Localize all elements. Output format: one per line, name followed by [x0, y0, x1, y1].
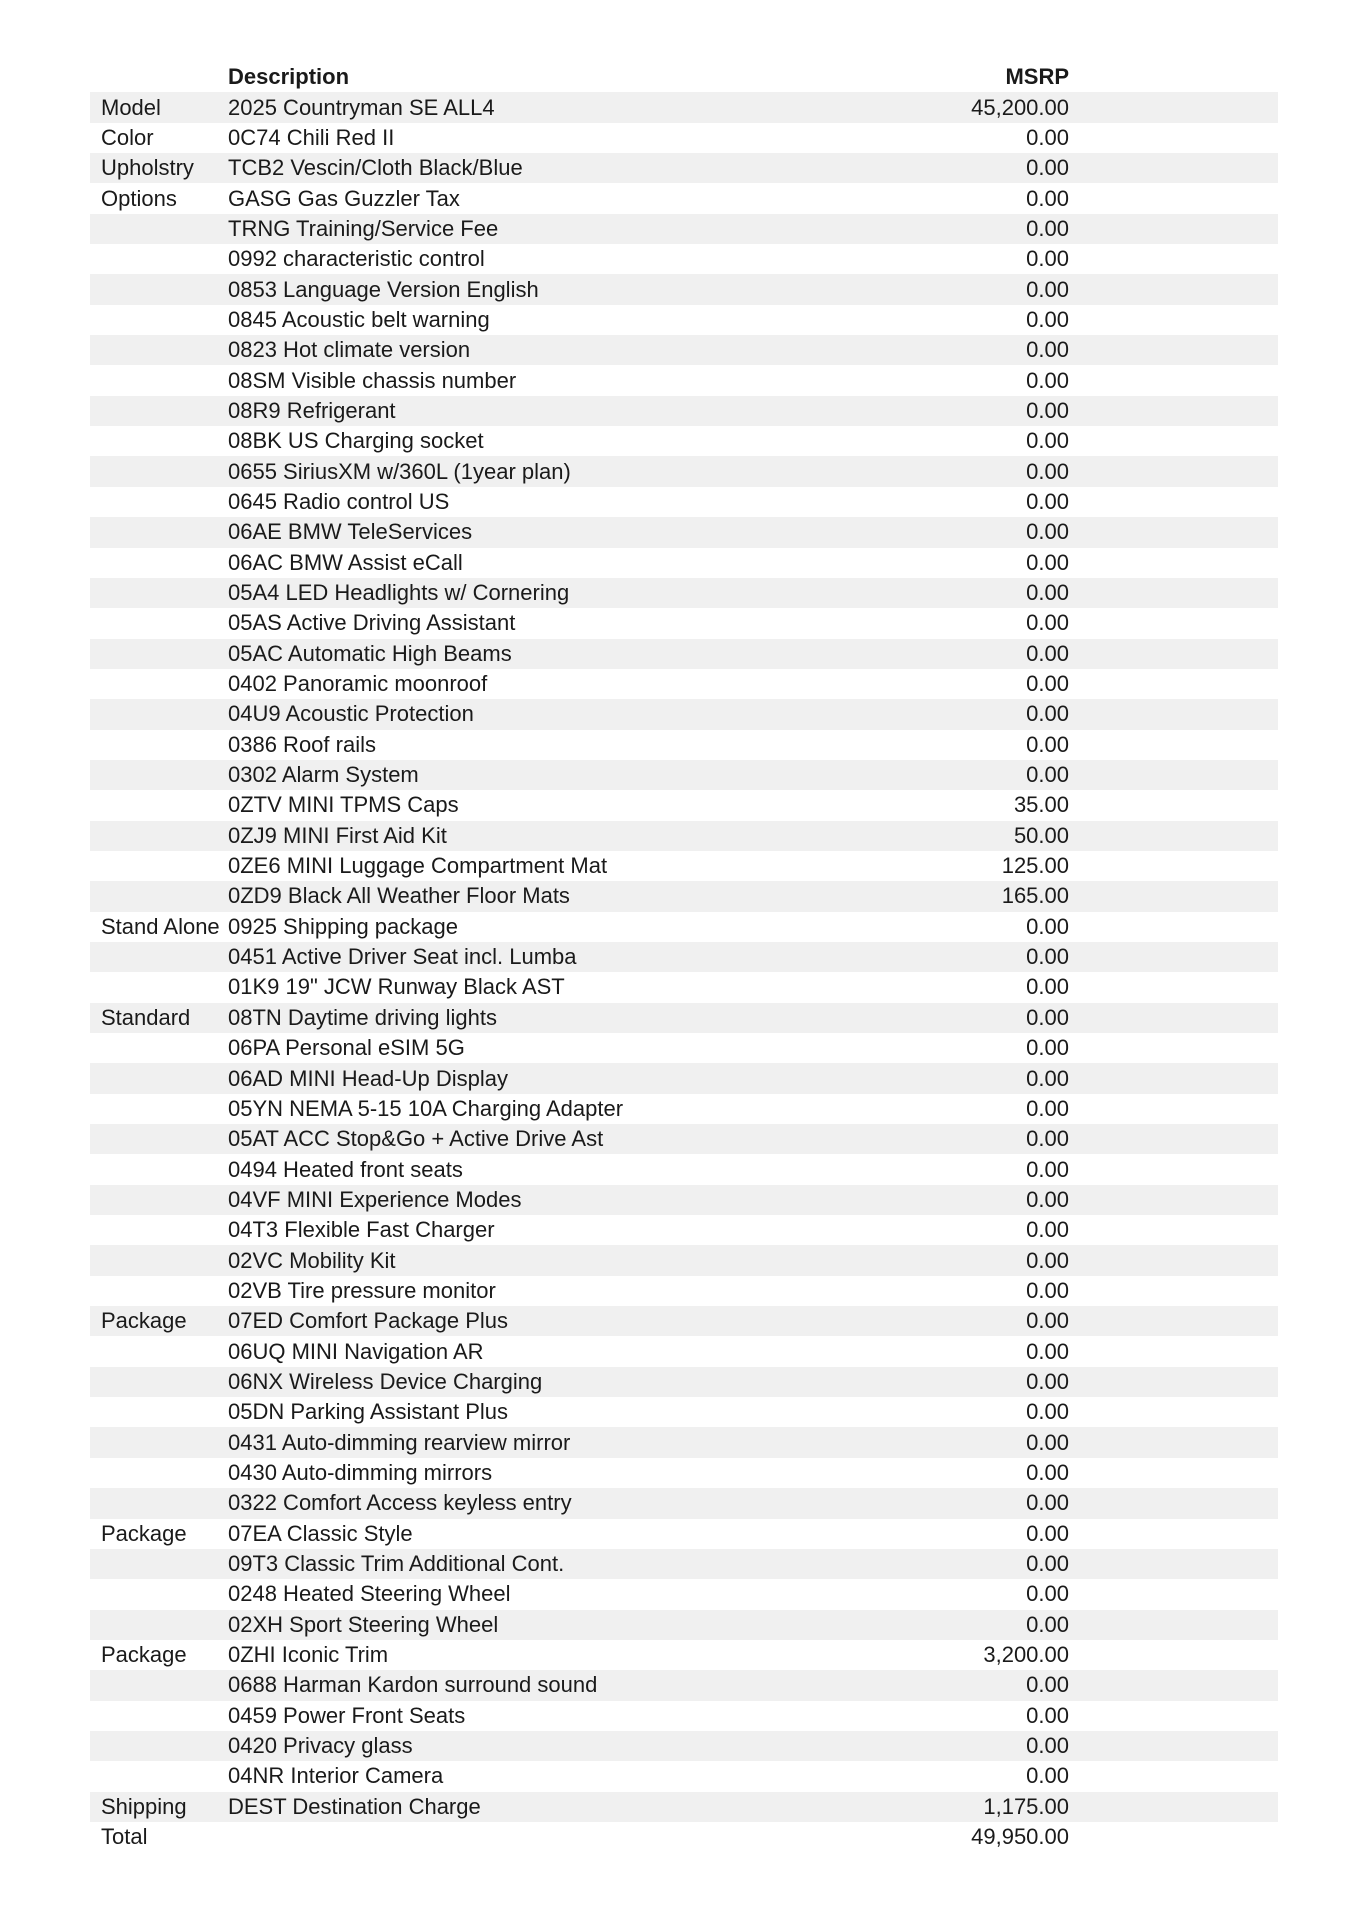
row-description: 0420 Privacy glass: [228, 1733, 413, 1759]
table-row: [90, 1701, 1278, 1731]
header-row: [90, 62, 1278, 92]
row-msrp: 0.00: [1026, 1581, 1069, 1607]
row-description: 0845 Acoustic belt warning: [228, 306, 490, 332]
row-description: 0ZE6 MINI Luggage Compartment Mat: [228, 853, 608, 879]
row-category: Package: [101, 1642, 187, 1668]
table-row: [90, 1458, 1278, 1488]
row-description: 0451 Active Driver Seat incl. Lumba: [228, 944, 577, 970]
table-row: [90, 1124, 1278, 1154]
table-row: [90, 1154, 1278, 1184]
row-category: Total: [101, 1824, 148, 1850]
row-msrp: 0.00: [1026, 1399, 1069, 1425]
row-msrp: 3,200.00: [983, 1642, 1069, 1668]
table-row: [90, 1306, 1278, 1336]
table-row: [90, 821, 1278, 851]
table-row: [90, 305, 1278, 335]
table-row: [90, 790, 1278, 820]
row-msrp: 0.00: [1026, 124, 1069, 150]
table-row: [90, 1519, 1278, 1549]
row-description: 05YN NEMA 5-15 10A Charging Adapter: [228, 1095, 624, 1121]
row-msrp: 49,950.00: [971, 1824, 1069, 1850]
row-description: 09T3 Classic Trim Additional Cont.: [228, 1551, 565, 1577]
table-row: [90, 1033, 1278, 1063]
row-msrp: 165.00: [1001, 883, 1069, 909]
row-description: 08R9 Refrigerant: [228, 397, 396, 423]
row-msrp: 0.00: [1026, 1429, 1069, 1455]
row-category: Package: [101, 1520, 187, 1546]
row-msrp: 0.00: [1026, 671, 1069, 697]
table-row: [90, 123, 1278, 153]
table-row: [90, 1185, 1278, 1215]
row-category: Color: [101, 124, 154, 150]
table-row: [90, 1761, 1278, 1791]
row-msrp: 0.00: [1026, 944, 1069, 970]
row-category: Upholstry: [101, 155, 194, 181]
row-description: 05DN Parking Assistant Plus: [228, 1399, 509, 1425]
table-row: [90, 912, 1278, 942]
row-description: 04VF MINI Experience Modes: [228, 1186, 522, 1212]
row-msrp: 0.00: [1026, 1065, 1069, 1091]
table-row: [90, 517, 1278, 547]
row-msrp: 0.00: [1026, 1551, 1069, 1577]
row-msrp: 0.00: [1026, 1520, 1069, 1546]
table-row: [90, 456, 1278, 486]
row-description: DEST Destination Charge: [228, 1793, 481, 1819]
row-description: 06AC BMW Assist eCall: [228, 549, 463, 575]
row-msrp: 0.00: [1026, 731, 1069, 757]
table-row: [90, 1397, 1278, 1427]
row-description: 07EA Classic Style: [228, 1520, 413, 1546]
row-description: 0302 Alarm System: [228, 762, 419, 788]
row-category: Model: [101, 94, 161, 120]
table-row: [90, 669, 1278, 699]
row-msrp: 0.00: [1026, 1004, 1069, 1030]
row-msrp: 0.00: [1026, 1338, 1069, 1364]
table-row: [90, 578, 1278, 608]
row-msrp: 0.00: [1026, 1247, 1069, 1273]
table-row: [90, 639, 1278, 669]
row-description: 08BK US Charging socket: [228, 428, 484, 454]
table-row: [90, 1215, 1278, 1245]
table-row: [90, 1427, 1278, 1457]
table-row: [90, 1792, 1278, 1822]
table-row: [90, 1822, 1278, 1852]
row-description: 04U9 Acoustic Protection: [228, 701, 474, 727]
row-msrp: 0.00: [1026, 276, 1069, 302]
table-row: [90, 1094, 1278, 1124]
row-msrp: 0.00: [1026, 1156, 1069, 1182]
row-description: 0ZHI Iconic Trim: [228, 1642, 389, 1668]
row-msrp: 35.00: [1013, 792, 1069, 818]
table-row: [90, 426, 1278, 456]
table-row: [90, 881, 1278, 911]
table-row: [90, 92, 1278, 122]
row-category: Shipping: [101, 1793, 187, 1819]
table-row: [90, 760, 1278, 790]
table-row: [90, 335, 1278, 365]
row-msrp: 0.00: [1026, 701, 1069, 727]
row-description: TRNG Training/Service Fee: [228, 215, 499, 241]
row-msrp: 0.00: [1026, 215, 1069, 241]
row-description: 02XH Sport Steering Wheel: [228, 1611, 499, 1637]
row-msrp: 0.00: [1026, 762, 1069, 788]
table-row: [90, 1579, 1278, 1609]
row-msrp: 0.00: [1026, 488, 1069, 514]
row-description: 08SM Visible chassis number: [228, 367, 517, 393]
row-msrp: 0.00: [1026, 428, 1069, 454]
row-category: Options: [101, 185, 177, 211]
row-description: 0430 Auto-dimming mirrors: [228, 1459, 493, 1485]
row-description: 0ZTV MINI TPMS Caps: [228, 792, 459, 818]
row-msrp: 0.00: [1026, 1459, 1069, 1485]
row-description: 0688 Harman Kardon surround sound: [228, 1672, 598, 1698]
row-msrp: 0.00: [1026, 397, 1069, 423]
table-row: [90, 396, 1278, 426]
row-description: 01K9 19" JCW Runway Black AST: [228, 974, 565, 1000]
row-msrp: 0.00: [1026, 155, 1069, 181]
table-row: [90, 699, 1278, 729]
row-msrp: 0.00: [1026, 1277, 1069, 1303]
row-msrp: 0.00: [1026, 1763, 1069, 1789]
table-row: [90, 1336, 1278, 1366]
table-row: [90, 608, 1278, 638]
table-row: [90, 214, 1278, 244]
row-description: 05AC Automatic High Beams: [228, 640, 512, 666]
table-row: [90, 365, 1278, 395]
table-row: [90, 1488, 1278, 1518]
table-row: [90, 1549, 1278, 1579]
table-row: [90, 1063, 1278, 1093]
row-msrp: 0.00: [1026, 246, 1069, 272]
row-msrp: 45,200.00: [971, 94, 1069, 120]
row-msrp: 50.00: [1013, 822, 1069, 848]
row-msrp: 0.00: [1026, 913, 1069, 939]
row-description: TCB2 Vescin/Cloth Black/Blue: [228, 155, 523, 181]
row-description: 04T3 Flexible Fast Charger: [228, 1217, 495, 1243]
row-description: 02VB Tire pressure monitor: [228, 1277, 496, 1303]
row-description: 06UQ MINI Navigation AR: [228, 1338, 484, 1364]
row-description: 0992 characteristic control: [228, 246, 485, 272]
row-msrp: 1,175.00: [983, 1793, 1069, 1819]
row-description: 0853 Language Version English: [228, 276, 539, 302]
table-row: [90, 972, 1278, 1002]
row-description: 07ED Comfort Package Plus: [228, 1308, 509, 1334]
row-description: GASG Gas Guzzler Tax: [228, 185, 460, 211]
price-sheet: [90, 62, 1278, 1852]
row-msrp: 0.00: [1026, 367, 1069, 393]
row-msrp: 0.00: [1026, 1672, 1069, 1698]
row-msrp: 125.00: [1001, 853, 1069, 879]
table-row: [90, 1245, 1278, 1275]
row-description: 05AT ACC Stop&Go + Active Drive Ast: [228, 1126, 604, 1152]
row-msrp: 0.00: [1026, 1308, 1069, 1334]
row-description: 02VC Mobility Kit: [228, 1247, 396, 1273]
row-msrp: 0.00: [1026, 1035, 1069, 1061]
row-msrp: 0.00: [1026, 1126, 1069, 1152]
row-description: 0ZJ9 MINI First Aid Kit: [228, 822, 447, 848]
row-msrp: 0.00: [1026, 519, 1069, 545]
row-msrp: 0.00: [1026, 1368, 1069, 1394]
row-description: 0248 Heated Steering Wheel: [228, 1581, 511, 1607]
row-description: 04NR Interior Camera: [228, 1763, 444, 1789]
row-description: 06PA Personal eSIM 5G: [228, 1035, 465, 1061]
table-row: [90, 183, 1278, 213]
table-row: [90, 1731, 1278, 1761]
row-description: 2025 Countryman SE ALL4: [228, 94, 495, 120]
table-row: [90, 1276, 1278, 1306]
table-row: [90, 730, 1278, 760]
row-msrp: 0.00: [1026, 1733, 1069, 1759]
table-row: [90, 1367, 1278, 1397]
row-description: 0431 Auto-dimming rearview mirror: [228, 1429, 571, 1455]
row-msrp: 0.00: [1026, 1702, 1069, 1728]
table-row: [90, 1640, 1278, 1670]
row-category: Package: [101, 1308, 187, 1334]
row-description: 0ZD9 Black All Weather Floor Mats: [228, 883, 570, 909]
row-description: 06AE BMW TeleServices: [228, 519, 473, 545]
row-msrp: 0.00: [1026, 185, 1069, 211]
row-msrp: 0.00: [1026, 337, 1069, 363]
row-category: Stand Alone: [101, 913, 220, 939]
row-description: 08TN Daytime driving lights: [228, 1004, 497, 1030]
row-description: 0823 Hot climate version: [228, 337, 471, 363]
row-description: 0655 SiriusXM w/360L (1year plan): [228, 458, 571, 484]
row-msrp: 0.00: [1026, 1186, 1069, 1212]
table-row: [90, 548, 1278, 578]
row-msrp: 0.00: [1026, 549, 1069, 575]
row-description: 0925 Shipping package: [228, 913, 458, 939]
table-row: [90, 1003, 1278, 1033]
row-msrp: 0.00: [1026, 974, 1069, 1000]
row-msrp: 0.00: [1026, 580, 1069, 606]
row-description: 06AD MINI Head-Up Display: [228, 1065, 508, 1091]
table-row: [90, 274, 1278, 304]
row-msrp: 0.00: [1026, 306, 1069, 332]
table-row: [90, 244, 1278, 274]
row-description: 0459 Power Front Seats: [228, 1702, 466, 1728]
header-description: Description: [228, 64, 350, 90]
row-msrp: 0.00: [1026, 640, 1069, 666]
line-items: [90, 92, 1278, 1852]
row-description: 0494 Heated front seats: [228, 1156, 463, 1182]
table-row: [90, 942, 1278, 972]
row-description: 0402 Panoramic moonroof: [228, 671, 488, 697]
row-description: 06NX Wireless Device Charging: [228, 1368, 543, 1394]
row-description: 05A4 LED Headlights w/ Cornering: [228, 580, 570, 606]
row-description: 0386 Roof rails: [228, 731, 376, 757]
table-row: [90, 1670, 1278, 1700]
row-msrp: 0.00: [1026, 458, 1069, 484]
row-msrp: 0.00: [1026, 1095, 1069, 1121]
table-row: [90, 487, 1278, 517]
row-description: 0C74 Chili Red II: [228, 124, 395, 150]
table-row: [90, 153, 1278, 183]
table-row: [90, 1610, 1278, 1640]
header-msrp: MSRP: [1005, 64, 1069, 90]
table-row: [90, 851, 1278, 881]
row-msrp: 0.00: [1026, 1611, 1069, 1637]
row-msrp: 0.00: [1026, 610, 1069, 636]
row-category: Standard: [101, 1004, 191, 1030]
row-description: 05AS Active Driving Assistant: [228, 610, 516, 636]
row-description: 0645 Radio control US: [228, 488, 450, 514]
row-msrp: 0.00: [1026, 1217, 1069, 1243]
row-description: 0322 Comfort Access keyless entry: [228, 1490, 572, 1516]
row-msrp: 0.00: [1026, 1490, 1069, 1516]
